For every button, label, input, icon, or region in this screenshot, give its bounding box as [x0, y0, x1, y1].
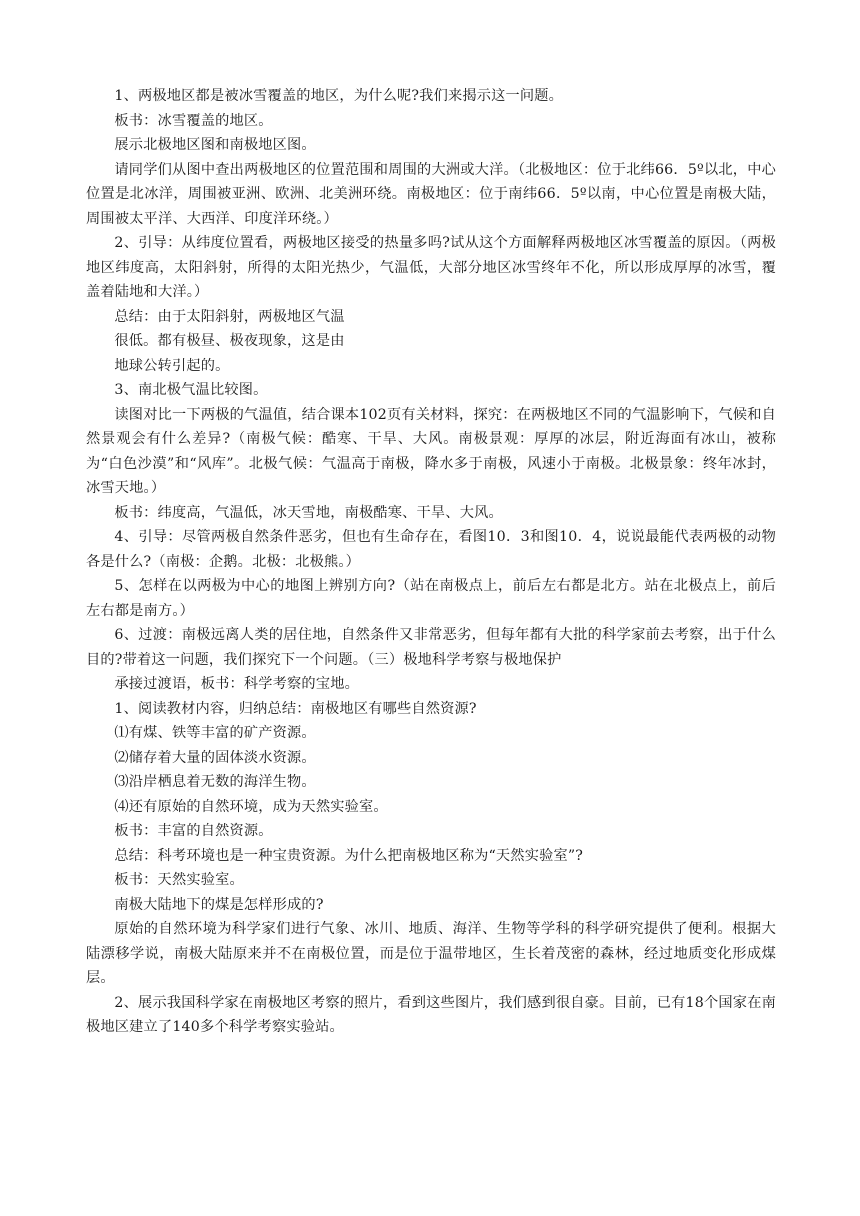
paragraph: 2、展示我国科学家在南极地区考察的照片，看到这些图片，我们感到很自豪。目前，已有18个国家在南极地区建立了140多个科学考察实验站。 — [86, 994, 776, 1035]
paragraph: 2、引导：从纬度位置看，两极地区接受的热量多吗?试从这个方面解释两极地区冰雪覆盖的原因。（两极地区纬度高，太阳斜射，所得的太阳光热少，气温低，大部分地区冰雪终年不化，所以形成厚厚的冰雪，覆盖着陆地和大洋。） — [86, 235, 776, 300]
paragraph: 3、南北极气温比较图。 — [114, 382, 268, 398]
list-item: ⑷还有原始的自然环境，成为天然实验室。 — [114, 798, 388, 815]
paragraph: 1、阅读教材内容，归纳总结：南极地区有哪些自然资源? — [114, 700, 477, 717]
paragraph: 读图对比一下两极的气温值，结合课本102页有关材料，探究：在两极地区不同的气温影响下，气候和自然景观会有什么差异?（南极气候：酷寒、干旱、大风。南极景观：厚厚的冰层，附近海面有冰山，被称为“白色沙漠”和“风库”。北极气候：气温高于南极，降水多于南极，风速小于南极。北极景象：终年冰封，冰雪天地。） — [86, 406, 776, 496]
paragraph: 南极大陆地下的煤是怎样形成的? — [114, 896, 324, 913]
paragraph: 5、怎样在以两极为中心的地图上辨别方向?（站在南极点上，前后左右都是北方。站在北极点上，前后左右都是南方。） — [86, 578, 776, 619]
paragraph: 原始的自然环境为科学家们进行气象、冰川、地质、海洋、生物等学科的科学研究提供了便利。根据大陆漂移学说，南极大陆原来并不在南极位置，而是位于温带地区，生长着茂密的森林，经过地质变化形成煤层。 — [86, 921, 776, 986]
board-note: 板书：天然实验室。 — [114, 872, 244, 888]
board-note: 板书：冰雪覆盖的地区。 — [114, 112, 273, 129]
paragraph: 4、引导：尽管两极自然条件恶劣，但也有生命存在，看图10．3和图10．4，说说最能代表两极的动物各是什么?（南极：企鹅。北极：北极熊。） — [86, 529, 776, 570]
paragraph: 6、过渡：南极远离人类的居住地，自然条件又非常恶劣，但每年都有大批的科学家前去考察，出于什么目的?带着这一问题，我们探究下一个问题。（三）极地科学考察与极地保护 — [86, 627, 776, 668]
summary-line: 总结：由于太阳斜射，两极地区气温 — [114, 308, 345, 325]
summary-line: 地球公转引起的。 — [114, 357, 230, 374]
document-body — [86, 84, 776, 1040]
summary-line: 总结：科考环境也是一种宝贵资源。为什么把南极地区称为“天然实验室”? — [114, 847, 584, 864]
paragraph: 请同学们从图中查出两极地区的位置范围和周围的大洲或大洋。（北极地区：位于北纬66．5º以北，中心位置是北冰洋，周围被亚洲、欧洲、北美洲环绕。南极地区：位于南纬66．5º以南，中心位置是南极大陆，周围被太平洋、大西洋、印度洋环绕。） — [86, 161, 776, 227]
board-note: 承接过渡语，板书：科学考察的宝地。 — [114, 676, 359, 692]
paragraph: 展示北极地区图和南极地区图。 — [114, 137, 316, 153]
paragraph: 1、两极地区都是被冰雪覆盖的地区，为什么呢?我们来揭示这一问题。 — [114, 88, 564, 104]
list-item: ⑵储存着大量的固体淡水资源。 — [114, 749, 316, 766]
summary-line: 很低。都有极昼、极夜现象，这是由 — [114, 333, 345, 349]
board-note: 板书：丰富的自然资源。 — [114, 823, 273, 839]
list-item: ⑴有煤、铁等丰富的矿产资源。 — [114, 725, 316, 741]
list-item: ⑶沿岸栖息着无数的海洋生物。 — [114, 774, 316, 790]
board-note: 板书：纬度高，气温低，冰天雪地，南极酷寒、干旱、大风。 — [114, 504, 503, 521]
